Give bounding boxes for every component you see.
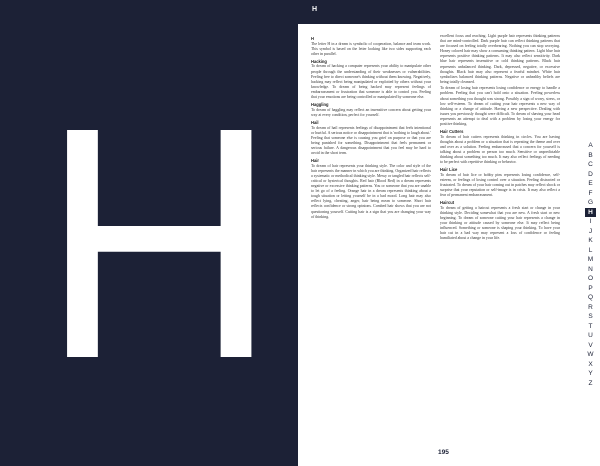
- alphabet-letter-e[interactable]: E: [588, 180, 593, 187]
- alphabet-letter-r[interactable]: R: [588, 303, 593, 311]
- alphabet-letter-q[interactable]: Q: [587, 294, 594, 301]
- entry-heading: Hail: [311, 119, 319, 125]
- alphabet-letter-v[interactable]: V: [588, 341, 593, 349]
- alphabet-letter-h[interactable]: H: [585, 208, 596, 218]
- entry-heading: Haggling: [311, 102, 329, 108]
- alphabet-letter-g[interactable]: G: [587, 199, 594, 206]
- entry-heading: Hair Lice: [440, 167, 458, 173]
- alphabet-letter-x[interactable]: X: [588, 360, 593, 368]
- entry-text: To dream of hail represents feelings of disappointment that feels intentional or hurtful. A serious notice or disappointment that is 'nothing to laugh about.' Feeling that someone else is causing you grief on purpose or that you are being punished for something. Disappointment that feels permanent or serious failure. A dangerous disappointment that you feel may be hard to avoid in the short term.: [311, 125, 431, 155]
- text-column-left: [311, 34, 431, 446]
- entry-heading: Hair Cutters: [440, 129, 464, 135]
- entry-heading: Haircut: [440, 200, 455, 206]
- entry-text: To dream of hair represents your thinking style. The color and style of the hair represents the manner in which you are thinking. Organized hair reflects a systematic or methodical thinking style. Messy or tangled hair reflects self-critical or hysterical thoughts. Red hair (Blood Red) in a dream represents negative or excessive thinking patterns. You or someone that you are unable to let go of a feeling. Orange hair in a dream represents thinking about a tough situation or letting yourself be in a bad mood. Long hair may also reflect lying, cheating, anger, hair being mean to someone. Short hair reflects confidence or strong opinions. Combed hair shows that you are not questioning yourself. Cutting hair is a sign that you are changing your way of thinking.: [311, 163, 431, 219]
- alphabet-letter-u[interactable]: U: [588, 332, 593, 339]
- alphabet-letter-f[interactable]: F: [588, 189, 593, 197]
- entry-text: To dream of losing hair represents losing confidence or energy to handle a problem. Feeling that you can't hold onto a situation. Feeling powerless about something you thought was strong. Possibly a sign of worry, stress, or low self-esteem. To dream of cutting your hair represents a new way of thinking or a change of attitude. Having a new perspective. Dealing with issues you previously thought were difficult. To dream of shaving your head represents an attempt to deal with a problem by losing your energy for positive thinking.: [440, 86, 560, 126]
- alphabet-letter-d[interactable]: D: [588, 170, 593, 178]
- alphabet-letter-k[interactable]: K: [588, 237, 593, 244]
- alphabet-letter-y[interactable]: Y: [588, 370, 593, 377]
- alphabet-letter-z[interactable]: Z: [588, 379, 593, 387]
- alphabet-letter-t[interactable]: T: [588, 322, 593, 330]
- header-letter: H: [312, 6, 318, 13]
- alphabet-letter-s[interactable]: S: [588, 313, 593, 320]
- alphabet-letter-p[interactable]: P: [588, 284, 593, 292]
- alphabet-letter-c[interactable]: C: [588, 161, 593, 168]
- cover-panel: [0, 0, 298, 466]
- alphabet-letter-n[interactable]: N: [588, 265, 593, 273]
- alphabet-index: [585, 141, 596, 388]
- alphabet-letter-w[interactable]: W: [587, 351, 594, 358]
- entry-heading: Hair: [311, 158, 319, 164]
- alphabet-letter-a[interactable]: A: [588, 142, 593, 149]
- entry-heading: Hacking: [311, 58, 327, 64]
- page-number: 195: [438, 449, 449, 456]
- entry-text: To dream of hair lice or bobby pins represents losing confidence, self-esteem, or feelings of losing control over a situation. Feeling distracted or frustrated. To dream of your hair coming out in patches may reflect shock or surprise that your reputation or self-image is in crisis. It may also reflect a fear of permanent embarrassment.: [440, 172, 560, 198]
- entry-text: To dream of hacking a computer represents your ability to manipulate other people through the understanding of their weaknesses or vulnerabilities. Feeling free to direct someone's thinking without them knowing. Negatively, hacking may reflect being manipulated or exploited by others without your knowledge. To dream of being hacked may represent feelings of embarrassment or frustration that someone is able to control you. Feeling that your emotions are being controlled or manipulated by someone else.: [311, 64, 431, 100]
- alphabet-letter-j[interactable]: J: [588, 227, 593, 235]
- entry-text: excellent focus and reaching. Light purple hair represents thinking patterns that are mind-controlled. Dark purple hair can reflect thinking patterns that are focused on feeling totally overbearing. Nothing you can stop worrying. Honey colored hair may show a consuming thinking pattern. Light blue hair represents positive thinking patterns. It may also reflect sensitivity. Dark blue hair represents insensitive or cold thinking patterns. Black hair represents unbalanced thinking. Dark, depressed, negative, or excessive thoughts. Black hair may also represent a fearful mindset. White hair symbolizes balanced thinking patterns. Negative or unhealthy beliefs are being totally cleansed.: [440, 34, 560, 84]
- entry-heading: H: [311, 36, 314, 41]
- entry-text: To dream of haggling may reflect an insensitive concern about getting your way at every condition, perfect for yourself.: [311, 107, 431, 117]
- text-column-right: [440, 34, 560, 446]
- entry-text: To dream of hair cutters represents thinking in circles. You are having thoughts about a problem or a situation that is repeating the theme and over and over as a solution. Feeling embarrassed that a concern for yourself is talking about a problem or person too much. Sensitive or unpredictable thinking about something too much. It may also reflect feelings of needing to be perfect with repetitive thinking or behavior.: [440, 134, 560, 165]
- entry-text: To dream of getting a haircut represents a fresh start or change in your thinking style. Deciding somewhat that you are new. A fresh start or new beginning. To dream of someone cutting your hair represents a change in your thinking or attitude caused by someone else. It may reflect being influenced. Something or someone is shaping your thinking. To have your hair cut in a bad way may represent a loss of confidence or feeling humiliated about a change in your life.: [440, 205, 560, 241]
- cover-letter: H: [40, 58, 273, 427]
- alphabet-letter-i[interactable]: I: [589, 218, 592, 225]
- alphabet-letter-m[interactable]: M: [587, 256, 594, 263]
- alphabet-letter-o[interactable]: O: [587, 275, 594, 282]
- page-header: [298, 0, 600, 24]
- alphabet-letter-b[interactable]: B: [588, 151, 593, 159]
- entry-text: The letter H in a dream is symbolic of cooperation, balance and team work. This symbol is based on the letter looking like two sides supporting each other in parallel.: [311, 41, 431, 56]
- alphabet-letter-l[interactable]: L: [588, 246, 593, 254]
